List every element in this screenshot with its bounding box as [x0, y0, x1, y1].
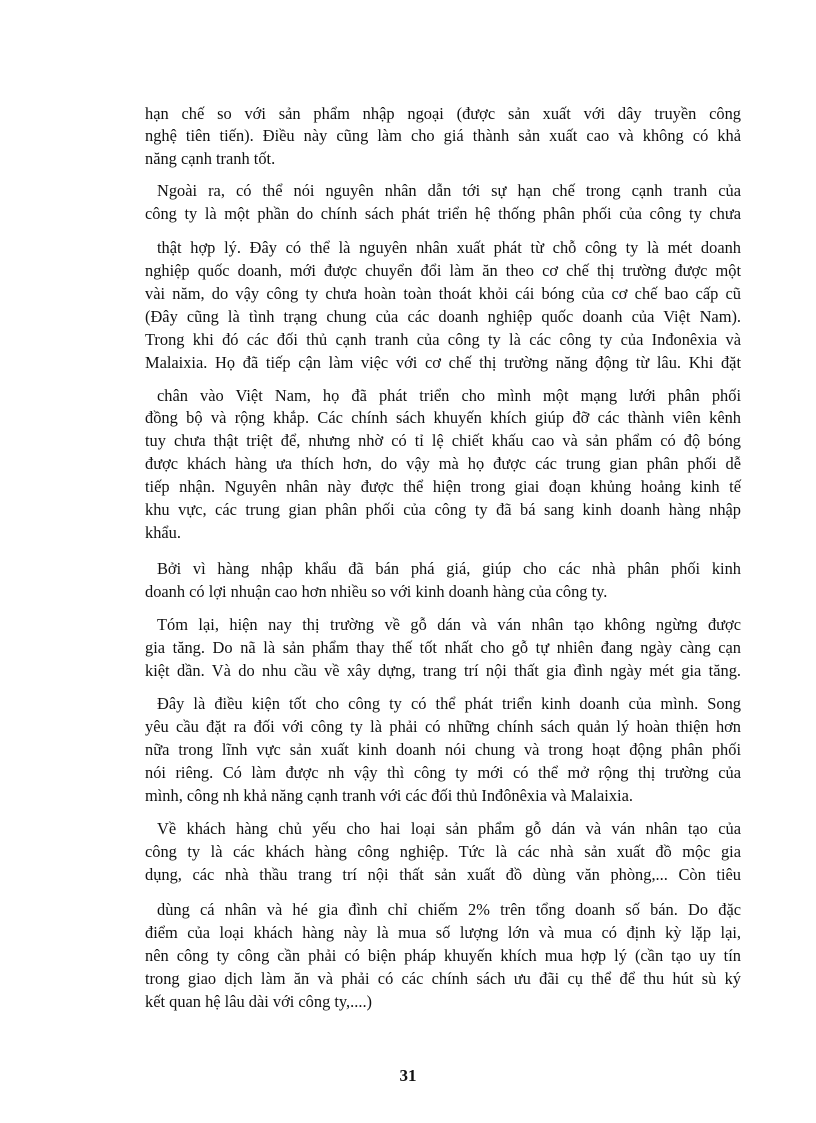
- text-line: kiệt dần. Và do nhu cầu về xây dựng, trang trí nội thất gia đình ngày mét gia tăng.: [145, 661, 741, 680]
- text-line: đồng bộ và rộng khắp. Các chính sách khuyến khích giúp đỡ các thành viên kênh: [145, 408, 741, 427]
- text-line: nghệ tiên tiến). Điều này cũng làm cho giá thành sản xuất cao và không có khả: [145, 126, 741, 145]
- text-line: khu vực, các trung gian phân phối của công ty đã bá sang kinh doanh hàng nhập: [145, 500, 741, 519]
- text-line: dụng, các nhà thầu trang trí nội thất sản xuất đồ dùng văn phòng,... Còn tiêu: [145, 865, 741, 884]
- text-line: Trong khi đó các đối thủ cạnh tranh của công ty là các công ty của Inđonêxia và: [145, 330, 741, 349]
- text-line: công ty là các khách hàng công nghiệp. Tức là các nhà sản xuất đồ mộc gia: [145, 842, 741, 861]
- text-line: Bởi vì hàng nhập khẩu đã bán phá giá, giúp cho các nhà phân phối kinh: [157, 559, 741, 578]
- text-line: trong giao dịch làm ăn và phải có các chính sách ưu đãi cụ thể để thu hút sù ký: [145, 969, 741, 988]
- text-line: công ty là một phần do chính sách phát triển hệ thống phân phối của công ty chưa: [145, 204, 741, 223]
- text-line: tuy chưa thật triệt để, nhưng nhờ có tỉ lệ chiết khấu cao và sản phẩm có độ bóng: [145, 431, 741, 450]
- text-line: nói riêng. Có làm được nh vậy thì công ty mới có thể mở rộng thị trường của: [145, 763, 741, 782]
- text-line: khẩu.: [145, 523, 181, 542]
- text-line: năng cạnh tranh tốt.: [145, 149, 276, 168]
- text-line: mình, công nh khả năng cạnh tranh với các đối thủ Inđônêxia và Malaixia.: [145, 786, 633, 805]
- text-line: doanh có lợi nhuận cao hơn nhiều so với kinh doanh hàng của công ty.: [145, 582, 608, 601]
- text-line: Về khách hàng chủ yếu cho hai loại sản phẩm gỗ dán và ván nhân tạo của: [157, 819, 741, 838]
- text-line: Tóm lại, hiện nay thị trường về gỗ dán và ván nhân tạo không ngừng được: [157, 615, 741, 634]
- page-number: 31: [399, 1066, 417, 1085]
- text-line: tiếp nhận. Nguyên nhân này được thể hiện trong giai đoạn khủng hoảng kinh tế: [145, 477, 741, 496]
- text-line: nghiệp quốc doanh, mới được chuyển đổi làm ăn theo cơ chế thị trường được một: [145, 261, 741, 280]
- text-line: kết quan hệ lâu dài với công ty,....): [145, 992, 372, 1011]
- text-line: yêu cầu đặt ra đối với công ty là phải có những chính sách quản lý hoàn thiện hơn: [145, 717, 741, 736]
- text-line: nữa trong lĩnh vực sản xuất kinh doanh nói chung và trong hoạt động phân phối: [145, 740, 741, 759]
- text-line: gia tăng. Do nã là sản phẩm thay thế tốt nhất cho gỗ tự nhiên đang ngày càng cạn: [145, 638, 741, 657]
- text-line: Malaixia. Họ đã tiếp cận làm việc với cơ chế thị trường năng động từ lâu. Khi đặt: [145, 353, 741, 372]
- text-line: nên công ty công cần phải có biện pháp khuyến khích mua hợp lý (cần tạo uy tín: [145, 946, 741, 965]
- text-line: (Đây cũng là tình trạng chung của các doanh nghiệp quốc doanh của Việt Nam).: [145, 307, 741, 326]
- text-line: thật hợp lý. Đây có thể là nguyên nhân xuất phát từ chỗ công ty là mét doanh: [157, 238, 741, 257]
- text-line: điểm của loại khách hàng này là mua số lượng lớn và mua có định kỳ lặp lại,: [145, 923, 741, 942]
- text-line: dùng cá nhân và hé gia đình chỉ chiếm 2% trên tổng doanh số bán. Do đặc: [157, 900, 741, 919]
- text-line: hạn chế so với sản phẩm nhập ngoại (được sản xuất với dây truyền công: [145, 104, 741, 123]
- text-line: chân vào Việt Nam, họ đã phát triển cho mình một mạng lưới phân phối: [157, 386, 741, 405]
- text-line: được khách hàng ưa thích hơn, do vậy mà họ được các trung gian phân phối dễ: [145, 454, 741, 473]
- text-line: Đây là điều kiện tốt cho công ty có thể phát triển kinh doanh của mình. Song: [157, 694, 741, 713]
- text-line: Ngoài ra, có thể nói nguyên nhân dẫn tới sự hạn chế trong cạnh tranh của: [157, 181, 741, 200]
- text-line: vài năm, do vậy công ty chưa hoàn toàn thoát khỏi cái bóng của cơ chế bao cấp cũ: [145, 284, 741, 303]
